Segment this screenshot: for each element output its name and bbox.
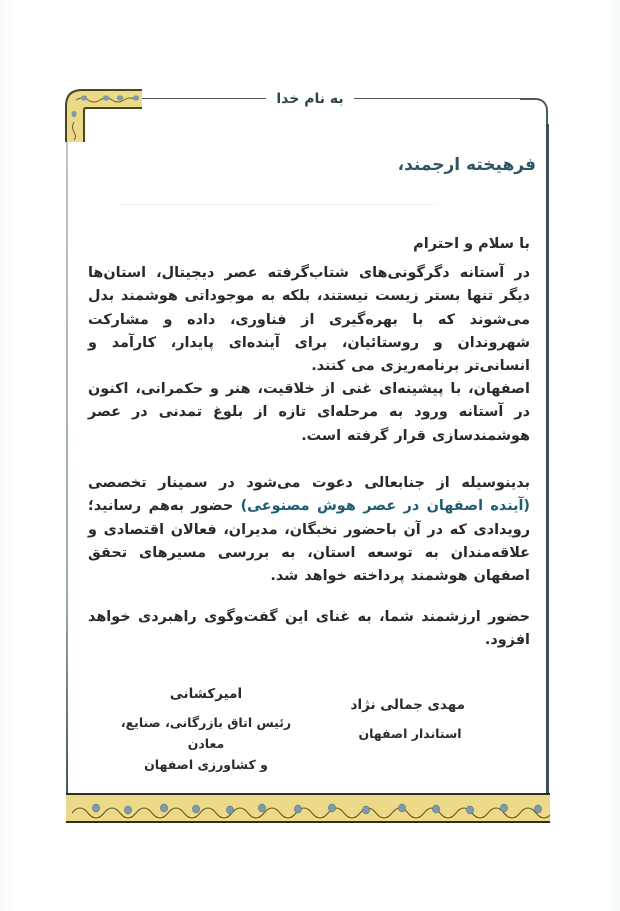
signature-block-chamber: [106, 686, 306, 775]
ornament-corner-icon: [62, 86, 142, 142]
frame-left-border: [66, 140, 68, 795]
body-paragraph-closing: حضور ارزشمند شما، به غنای این گفت‌وگوی راهبردی خواهد افزود.: [88, 609, 530, 649]
greeting: با سلام و احترام: [413, 236, 530, 252]
seminar-title-highlight: (آینده اصفهان در عصر هوش مصنوعی): [240, 498, 530, 515]
header-title-container: [266, 88, 354, 110]
signature-block-governor: [350, 697, 465, 744]
invitation-text-after: حضور به‌هم رسانید؛ رویدادی که در آن باحضور نخبگان، مدیران، فعالان اقتصادی و علاقه‌مندان به توسعه استان، به بررسی مسیرهای تحقق اصفهان هوشمند پرداخته خواهد شد.: [88, 498, 530, 585]
signature-title-line: و کشاورزی اصفهان: [144, 757, 268, 772]
body-paragraph-isfahan: اصفهان، با پیشینه‌ای غنی از خلاقیت، هنر و حکمرانی، اکنون در آستانه ورود به مرحله‌ای تازه از بلوغ تمدنی در عصر هوشمندسازی قرار گرفته است.: [88, 381, 530, 444]
signature-title: استاندار اصفهان: [358, 726, 462, 741]
ornament-band-icon: [66, 793, 550, 823]
header-title: به نام خدا: [276, 91, 344, 107]
body-paragraph-invitation: [88, 472, 530, 588]
signature-name: مهدی جمالی نژاد: [350, 697, 465, 713]
signature-title-line: رئیس اتاق بازرگانی، صنایع، معادن: [120, 715, 292, 751]
frame-right-border: [546, 124, 549, 794]
invitation-text-before: بدینوسیله از جنابعالی دعوت می‌شود در سمینار تخصصی: [88, 475, 530, 491]
frame-top-right-corner: [520, 98, 548, 126]
salutation-dotted-rule: [120, 204, 436, 205]
signature-name: امیرکشانی: [169, 686, 243, 702]
salutation: فرهیخته ارجمند،: [397, 155, 536, 175]
signature-title: [106, 712, 306, 775]
body-paragraph-intro: در آستانه دگرگونی‌های شتاب‌گرفته عصر دیجیتال، استان‌ها دیگر تنها بستر زیست نیستند، بلکه به موجوداتی هوشمند بدل می‌شوند که با بهره‌گیری از فناوری، داده و مشارکت شهروندان و روستائیان، برای آینده‌ای پایدار، کارآمد و انسانی‌تر برنامه‌ریزی می کنند.: [88, 265, 530, 375]
